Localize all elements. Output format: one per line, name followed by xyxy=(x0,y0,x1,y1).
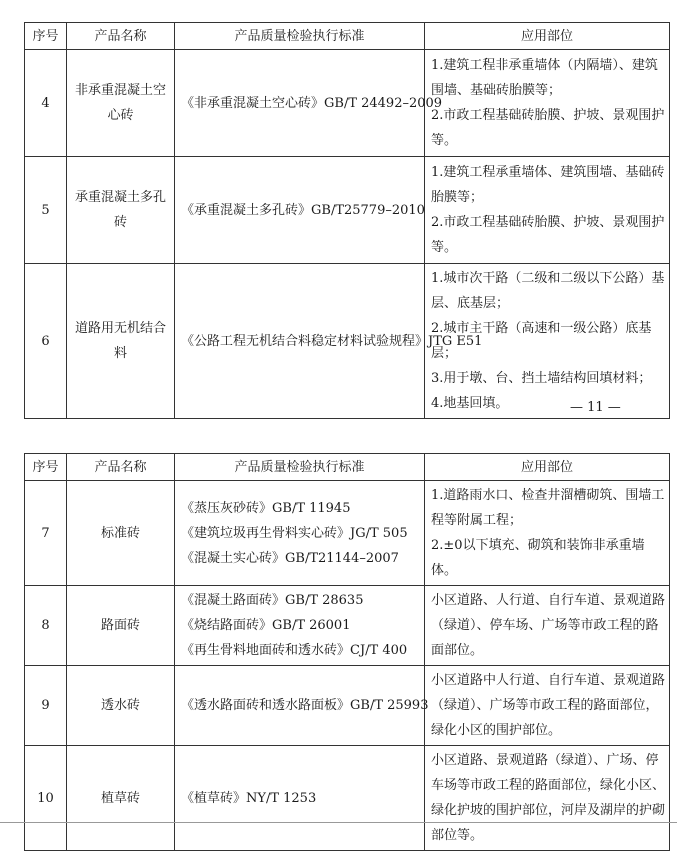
standards-table-bottom xyxy=(24,453,670,851)
page-number: — 11 — xyxy=(570,400,621,415)
standard-text: 《烧结路面砖》GB/T 26001 xyxy=(181,618,351,633)
product-name-cell xyxy=(67,481,175,586)
product-name: 标准砖 xyxy=(100,525,140,541)
product-name-cell xyxy=(67,746,175,851)
product-name: 透水砖 xyxy=(100,698,140,713)
table-row xyxy=(25,50,670,157)
product-name: 承重混凝土多孔砖 xyxy=(74,190,166,230)
standard-cell xyxy=(175,481,425,586)
header-std: 产品质量检验执行标准 xyxy=(175,23,425,50)
row-number: 10 xyxy=(25,746,67,851)
product-name-cell xyxy=(67,666,175,746)
row-number: 7 xyxy=(25,481,67,586)
standard-cell xyxy=(175,157,425,264)
standard-text: 《透水路面砖和透水路面板》GB/T 25993 xyxy=(181,698,429,713)
product-name: 非承重混凝土空心砖 xyxy=(74,83,166,123)
standards-table-top xyxy=(24,22,670,419)
standard-cell xyxy=(175,50,443,157)
standard-text: 《非承重混凝土空心砖》GB/T 24492–2009 xyxy=(181,95,443,111)
header-use: 应用部位 xyxy=(425,454,670,481)
application-cell xyxy=(425,50,670,157)
application-cell xyxy=(425,157,670,264)
standard-cell xyxy=(175,586,425,666)
header-name: 产品名称 xyxy=(67,454,175,481)
product-name-cell xyxy=(67,586,175,666)
application-text: 小区道路、景观道路（绿道）、广场、停车场等市政工程的路面部位，绿化小区、绿化护坡的围护部位，河岸及湖岸的护砌部位等。 xyxy=(431,753,666,843)
row-number: 5 xyxy=(25,157,67,264)
table-row xyxy=(25,481,670,586)
standard-text: 《混凝土路面砖》GB/T 28635 xyxy=(181,593,364,608)
application-text: 2.市政工程基础砖胎膜、护坡、景观围护等。 xyxy=(431,108,665,148)
standard-text: 《承重混凝土多孔砖》GB/T25779–2010 xyxy=(181,202,425,218)
standard-text: 《公路工程无机结合料稳定材料试验规程》JTG E51 xyxy=(181,333,483,349)
application-cell xyxy=(425,666,670,746)
table-row xyxy=(25,157,670,264)
application-text: 2.市政工程基础砖胎膜、护坡、景观围护等。 xyxy=(431,215,665,255)
product-name: 道路用无机结合料 xyxy=(74,321,166,361)
product-name-cell xyxy=(67,157,175,264)
header-row xyxy=(25,23,670,50)
application-text: 1.建筑工程承重墙体、建筑围墙、基础砖胎膜等； xyxy=(431,165,665,205)
product-name: 路面砖 xyxy=(100,618,140,633)
header-use: 应用部位 xyxy=(425,23,670,50)
standard-text: 《蒸压灰砂砖》GB/T 11945 xyxy=(181,500,351,516)
application-text: 1.建筑工程非承重墙体（内隔墙）、建筑围墙、基础砖胎膜等； xyxy=(431,58,658,98)
row-number: 9 xyxy=(25,666,67,746)
application-text: 1.城市次干路（二级和二级以下公路）基层、底基层； xyxy=(431,271,665,311)
row-number: 6 xyxy=(25,264,67,419)
product-name: 植草砖 xyxy=(100,790,140,806)
header-row xyxy=(25,454,670,481)
table-row xyxy=(25,586,670,666)
header-no: 序号 xyxy=(25,454,67,481)
application-cell xyxy=(425,746,670,851)
table-row xyxy=(25,264,670,419)
row-number: 8 xyxy=(25,586,67,666)
header-std: 产品质量检验执行标准 xyxy=(175,454,425,481)
standard-text: 《再生骨料地面砖和透水砖》CJ/T 400 xyxy=(181,643,408,658)
product-name-cell xyxy=(67,264,175,419)
standard-text: 《混凝土实心砖》GB/T21144–2007 xyxy=(181,550,399,566)
application-cell xyxy=(425,586,670,666)
application-text: 1.道路雨水口、检查井溜槽砌筑、围墙工程等附属工程； xyxy=(431,488,665,528)
application-text: 2.±0以下填充、砌筑和装饰非承重墙体。 xyxy=(431,538,645,578)
standard-cell xyxy=(175,666,429,746)
application-cell xyxy=(425,481,670,586)
standard-text: 《建筑垃圾再生骨料实心砖》JG/T 505 xyxy=(181,525,408,541)
product-name-cell xyxy=(67,50,175,157)
application-text: 4.地基回填。 xyxy=(431,396,509,411)
row-number: 4 xyxy=(25,50,67,157)
application-text: 小区道路、人行道、自行车道、景观道路（绿道）、停车场、广场等市政工程的路面部位。 xyxy=(431,593,666,658)
header-no: 序号 xyxy=(25,23,67,50)
page-bottom-rule xyxy=(0,822,677,823)
standard-text: 《植草砖》NY/T 1253 xyxy=(181,790,317,806)
header-name: 产品名称 xyxy=(67,23,175,50)
application-text: 小区道路中人行道、自行车道、景观道路（绿道）、广场等市政工程的路面部位，绿化小区的围护部位。 xyxy=(431,673,666,738)
table-row xyxy=(25,746,670,851)
standard-cell xyxy=(175,746,425,851)
table-row xyxy=(25,666,670,746)
application-text: 3.用于墩、台、挡土墙结构回填材料； xyxy=(431,371,652,386)
application-text: 2.城市主干路（高速和一级公路）底基层； xyxy=(431,321,652,361)
